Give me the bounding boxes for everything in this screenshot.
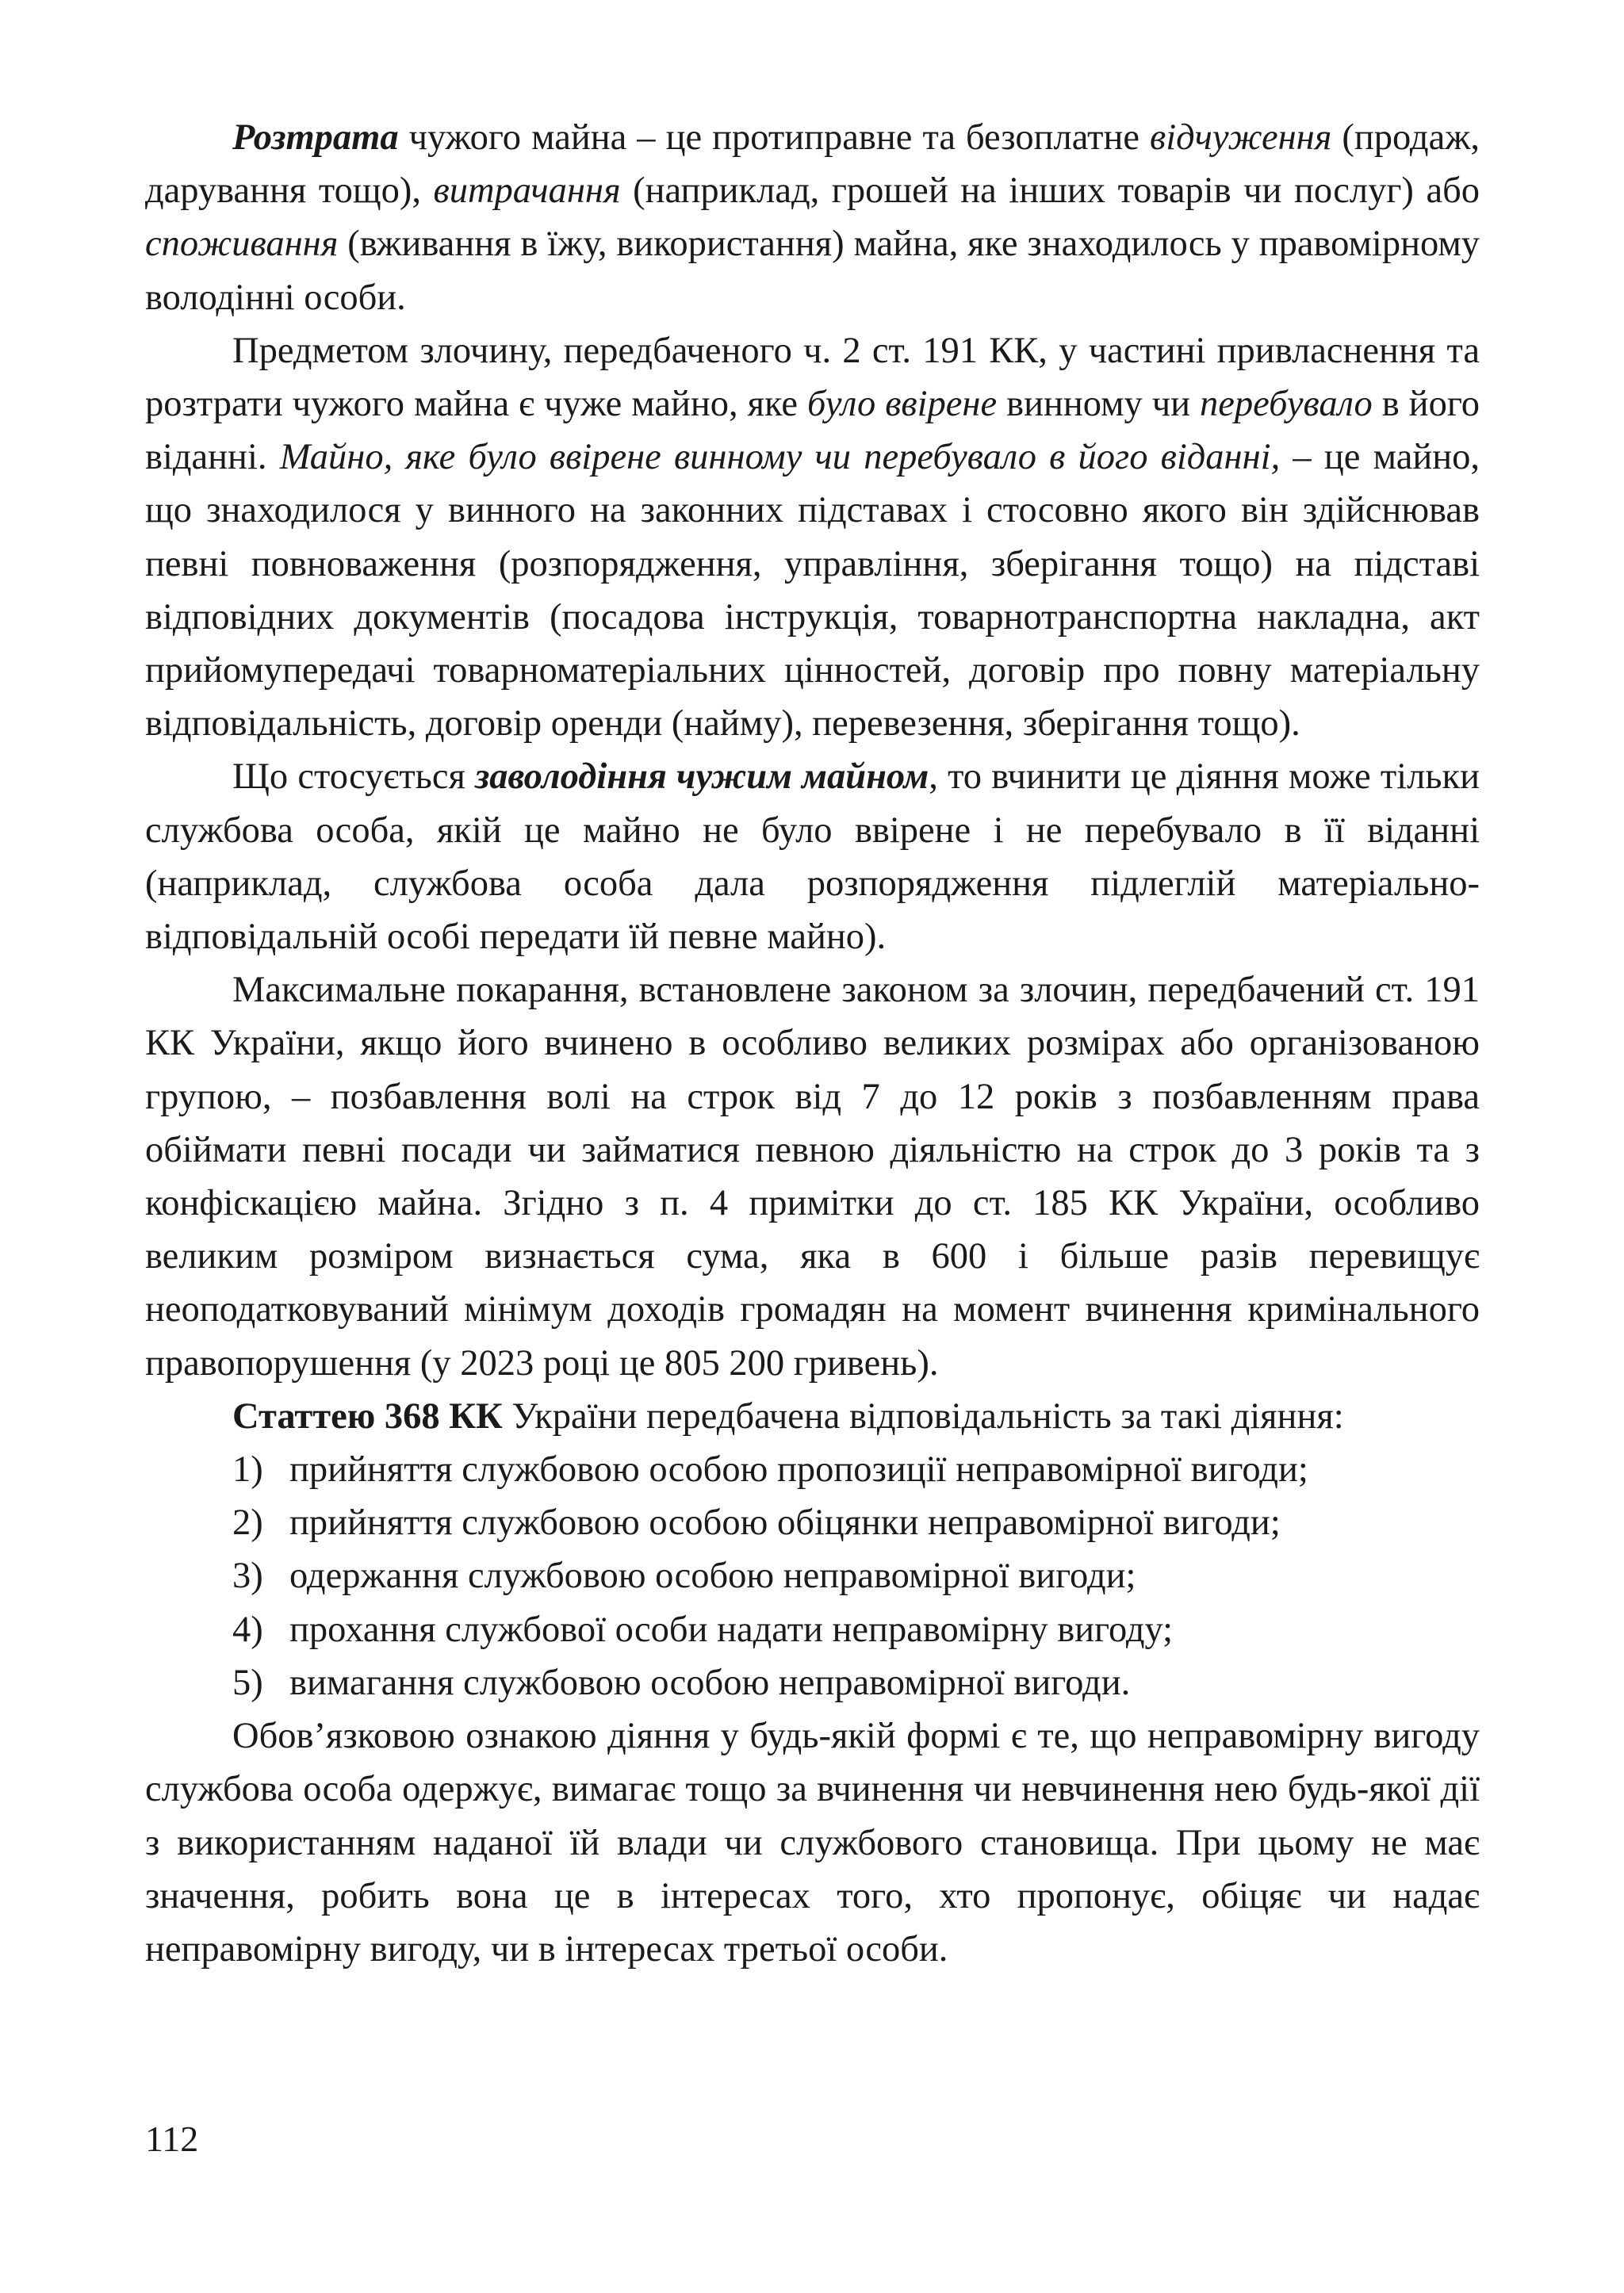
paragraph-embezzlement: Розтрата чужого майна – це протиправне та безоплатне відчуження (продаж, дарування тощо), витрачання (наприклад, грошей на інших товарів чи послуг) або споживання (вживання в їжу, використання) майна, яке знаходилось у правомірному володінні особи. <box>145 117 1480 318</box>
term-seizure: заволодіння чужим майном <box>475 756 929 798</box>
list-number: 5) <box>232 1662 263 1703</box>
paragraph-max-penalty: Максимальне покарання, встановлене законом за злочин, передбачений ст. 191 КК України, якщо його вчинено в особливо великих розмірах або організованою групою, – позбавлення волі на строк від 7 до 12 років з позбавленням права обіймати певні посади чи займатися певною діяльністю на строк до 3 років та з конфіскацією майна. Згідно з п. 4 примітки до ст. 185 КК України, особливо великим розміром визнається сума, яка в 600 і більше разів перевищує неоподатковуваний мінімум доходів громадян на момент вчинення кримінального правопорушення (у 2023 році це 805 200 гривень). <box>145 970 1480 1384</box>
term-embezzlement: Розтрата <box>232 117 399 158</box>
list-number: 2) <box>232 1503 263 1544</box>
list-number: 4) <box>232 1609 263 1650</box>
list-item: 3) одержання службовою особою неправомірної вигоди; <box>145 1549 1480 1602</box>
page-number: 112 <box>145 2119 199 2159</box>
list-item: 1) прийняття службовою особою пропозиції неправомірної вигоди; <box>145 1443 1480 1496</box>
paragraph-article-368: Статтею 368 КК України передбачена відповідальність за такі діяння: <box>232 1395 1344 1437</box>
list-number: 1) <box>232 1449 263 1491</box>
list-number: 3) <box>232 1556 263 1597</box>
acts-list <box>145 1443 1480 1709</box>
paragraph-seizure: Що стосується заволодіння чужим майном, то вчинити це діяння може тільки службова особа, якій це майно не було ввірене і не перебувало в її віданні (наприклад, службова особа дала розпорядження підлеглій матеріально-відповідальній особі передати їй певне майно). <box>145 756 1480 958</box>
list-item: 4) прохання службової особи надати неправомірну вигоду; <box>145 1603 1480 1656</box>
body-text <box>145 111 1480 1976</box>
paragraph-mandatory-feature: Обов’язковою ознакою діяння у будь-якій формі є те, що неправомірну вигоду службова особа одержує, вимагає тощо за вчинення чи невчинення нею будь-якої дії з використанням наданої їй влади чи службового становища. При цьому не має значення, робить вона це в інтересах того, хто пропонує, обіцяє чи надає неправомірну вигоду, чи в інтересах третьої особи. <box>145 1716 1480 1970</box>
paragraph-subject-of-crime: Предметом злочину, передбаченого ч. 2 ст. 191 КК, у частині привласнення та розтрати чужого майна є чуже майно, яке було ввірене винному чи перебувало в його віданні. Майно, яке було ввірене винному чи перебувало в його віданні, – це майно, що знаходилося у винного на законних підставах і стосовно якого він здійснював певні повноваження (розпорядження, управління, зберігання тощо) на підставі відповідних документів (посадова інструкція, товарнотранспортна накладна, акт прийомупередачі товарноматеріальних цінностей, договір про повну матеріальну відповідальність, договір оренди (найму), перевезення, зберігання тощо). <box>145 330 1480 745</box>
list-item: 5) вимагання службовою особою неправомірної вигоди. <box>145 1656 1480 1709</box>
term-article-368: Статтею 368 КК <box>232 1395 503 1437</box>
list-item: 2) прийняття службовою особою обіцянки неправомірної вигоди; <box>145 1496 1480 1549</box>
